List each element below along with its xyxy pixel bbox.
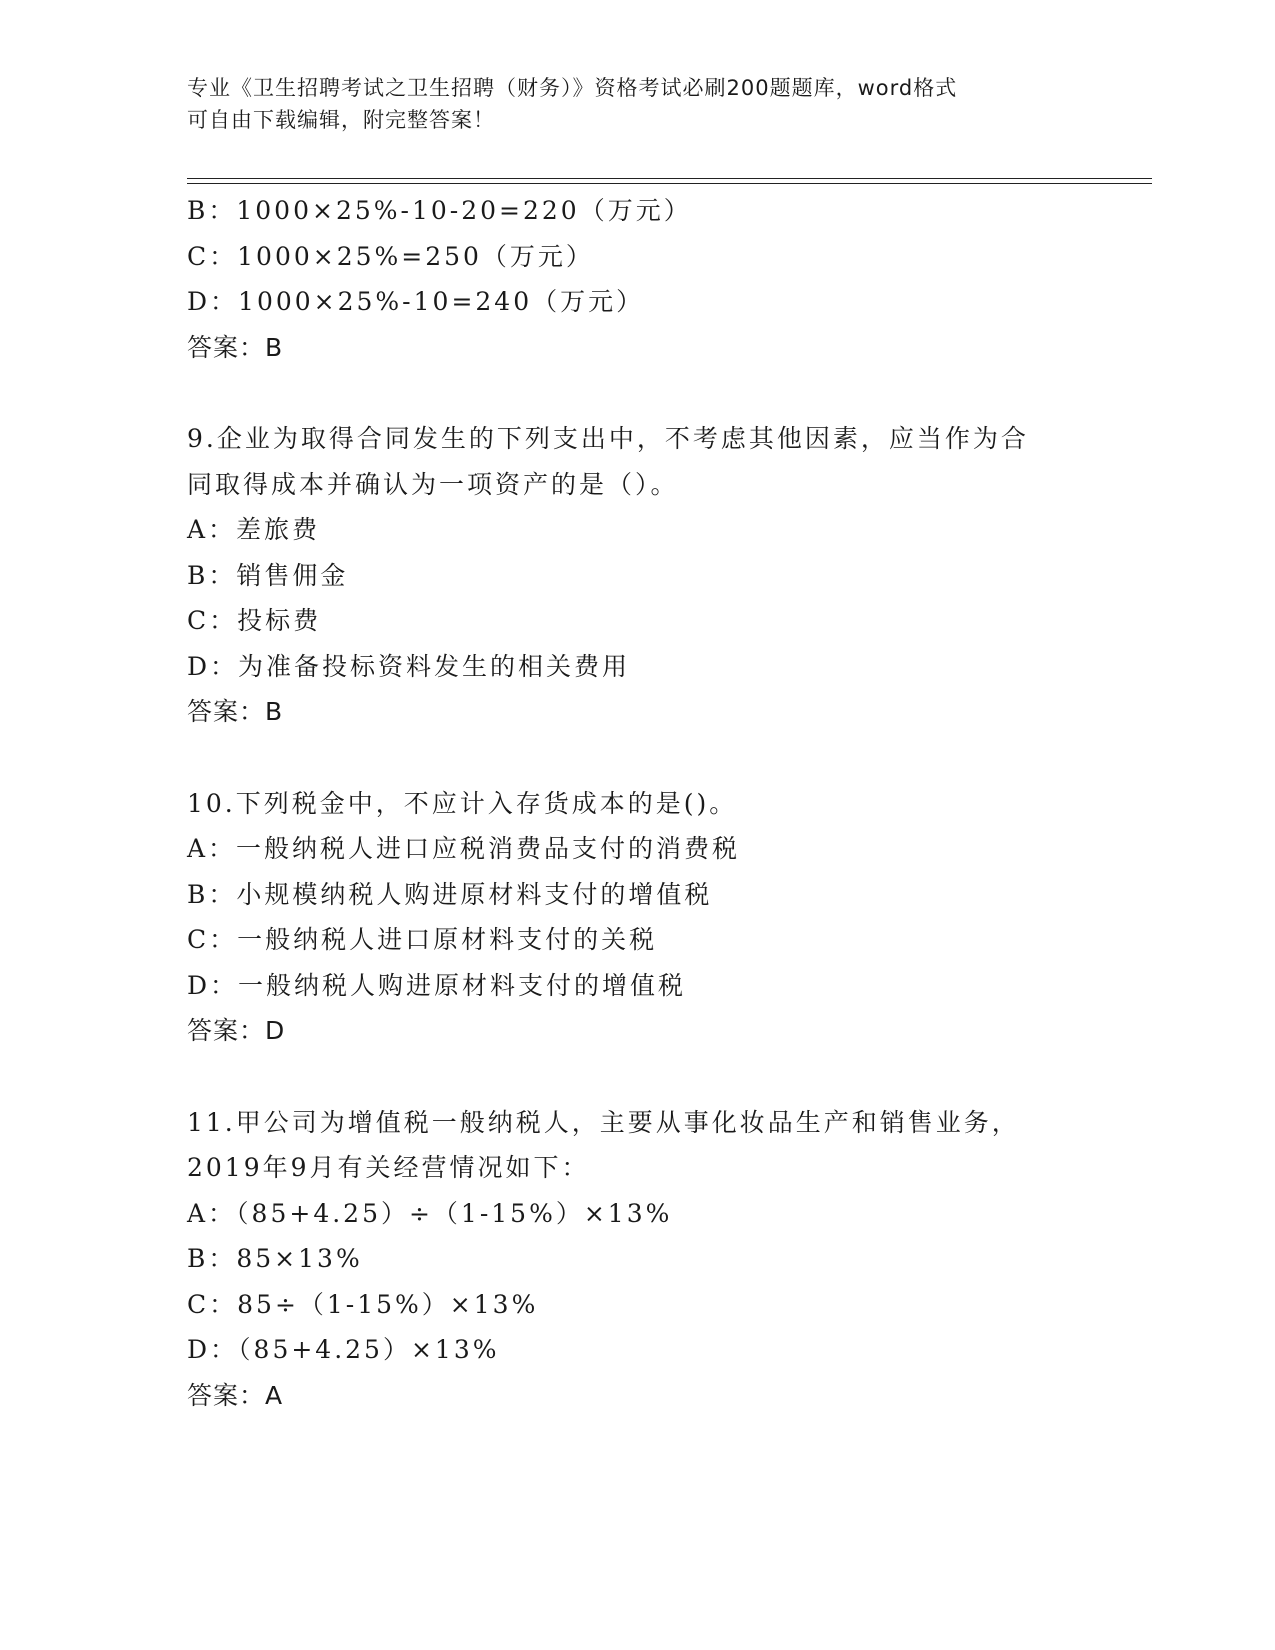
document-header	[187, 72, 1087, 136]
question-list	[187, 188, 1087, 1418]
option-d: D：一般纳税人购进原材料支付的增值税	[187, 970, 687, 1000]
option-c: C：85÷（1-15%）×13%	[187, 1289, 539, 1319]
spacer	[187, 370, 1087, 416]
option-b: B：销售佣金	[187, 560, 349, 590]
spacer	[187, 1054, 1087, 1100]
option-b: B：85×13%	[187, 1244, 363, 1273]
question-stem-line: 2019年9月有关经营情况如下：	[187, 1153, 590, 1182]
header-rule-top	[187, 178, 1152, 179]
option-a: A：（85+4.25）÷（1-15%）×13%	[187, 1198, 673, 1228]
option-c: C：投标费	[187, 606, 322, 635]
option-d: D：（85+4.25）×13%	[187, 1335, 500, 1364]
question-stem-line: 11.甲公司为增值税一般纳税人，主要从事化妆品生产和销售业务，	[187, 1107, 1020, 1137]
question-9	[187, 416, 1087, 735]
option-d: D：为准备投标资料发生的相关费用	[187, 651, 631, 681]
option-b: B：小规模纳税人购进原材料支付的增值税	[187, 879, 713, 909]
question-8-continued	[187, 188, 1087, 370]
option-c: C：1000×25%=250（万元）	[187, 241, 594, 271]
question-stem-line: 9.企业为取得合同发生的下列支出中，不考虑其他因素，应当作为合	[187, 424, 1029, 453]
header-rule-bottom	[187, 183, 1152, 184]
spacer	[187, 735, 1087, 781]
question-11	[187, 1100, 1087, 1419]
option-b: B：1000×25%-10-20=220（万元）	[187, 196, 692, 225]
question-stem-line: 10.下列税金中，不应计入存货成本的是()。	[187, 788, 738, 818]
option-c: C：一般纳税人进口原材料支付的关税	[187, 925, 658, 954]
option-a: A：差旅费	[187, 515, 321, 544]
header-line-1: 专业《卫生招聘考试之卫生招聘（财务）》资格考试必刷200题题库，word格式	[187, 76, 958, 100]
answer-line: 答案：D	[187, 1016, 286, 1045]
answer-line: 答案：B	[187, 332, 284, 362]
option-a: A：一般纳税人进口应税消费品支付的消费税	[187, 834, 741, 863]
question-stem-line: 同取得成本并确认为一项资产的是（）。	[187, 469, 679, 499]
question-10	[187, 781, 1087, 1054]
answer-line: 答案：B	[187, 697, 284, 726]
option-d: D：1000×25%-10=240（万元）	[187, 287, 645, 316]
answer-line: 答案：A	[187, 1380, 284, 1410]
header-line-2: 可自由下载编辑，附完整答案！	[187, 108, 495, 132]
